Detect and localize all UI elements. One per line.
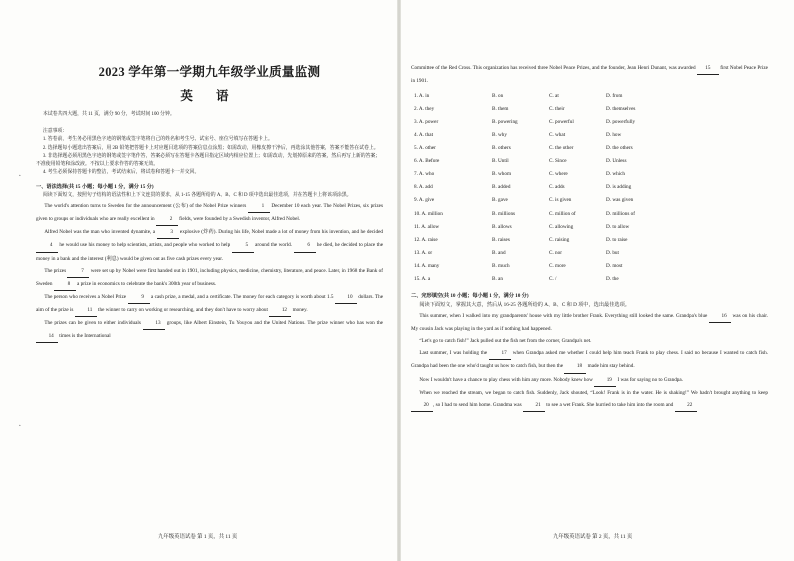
option-choice: C. Since	[549, 158, 567, 165]
option-choice: B. and	[492, 249, 506, 256]
option-choice: C. raising	[549, 236, 570, 243]
passage-paragraph: This summer, when I walked into my grandparents' house with my little brother Frank. Everything still looked the same. Grandpa's blue 16 was on his chair. My cousin Jack was playing in the yard as if nothing had happened.	[411, 310, 768, 335]
answer-blank: 11	[75, 304, 97, 317]
answer-blank: 13	[143, 317, 165, 330]
exam-intro: 本试卷共四大题，共 11 页，满分 90 分，考试时间 100 分钟。	[42, 112, 175, 117]
answer-blank: 2	[156, 213, 178, 226]
option-choice: D. was given	[606, 197, 634, 204]
option-choice: D. which	[606, 171, 626, 178]
option-choice: C. /	[549, 276, 557, 283]
option-row	[414, 181, 686, 194]
passage-paragraph: “Let's go to catch fish!” Jack pulled out the fish net from the corner, Grandpa's net.	[419, 338, 592, 345]
question-option-a: 7. A. who	[414, 171, 435, 178]
answer-blank: 12	[269, 304, 291, 317]
option-choice: C. powerful	[549, 118, 574, 125]
option-choice: B. why	[492, 132, 507, 139]
option-choice: C. at	[549, 92, 559, 99]
option-choice: D. is adding	[606, 184, 632, 191]
option-choice: B. millions	[492, 210, 516, 217]
answer-blank: 8	[54, 278, 76, 291]
question-option-a: 11. A. allow	[414, 223, 440, 230]
option-choice: C. what	[549, 132, 566, 139]
option-row	[414, 246, 686, 259]
question-option-a: 9. A. give	[414, 197, 435, 204]
answer-blank: 19	[594, 374, 616, 387]
option-choice: C. million of	[549, 210, 576, 217]
question-option-a: 14. A. many	[414, 262, 440, 269]
subject-title: 英 语	[180, 89, 239, 103]
option-choice: D. but	[606, 249, 619, 256]
option-choice: B. added	[492, 184, 511, 191]
question-option-a: 2. A. they	[414, 105, 435, 112]
option-choice: B. much	[492, 262, 510, 269]
page-footer: 九年级英语试卷 第 2 页，共 11 页	[553, 534, 633, 540]
option-choice: B. on	[492, 92, 504, 99]
question-option-a: 6. A. Before	[414, 158, 440, 165]
question-option-a: 15. A. a	[414, 276, 431, 283]
section-1-instructions: 阅读下面短文，按照句子结构的语法性和上下文连贯的要求，从 1-15 各题所给的 A、B、C 和 D 项中选出最佳选项，并在答题卡上将该项涂黑。	[42, 192, 352, 198]
option-row	[414, 259, 686, 272]
answer-blank: 16	[709, 310, 731, 323]
answer-blank: 3	[157, 226, 179, 239]
answer-blank: 5	[232, 239, 254, 252]
passage-paragraph: The prizes can be given to either individuals 13 groups, like Albert Einstein, Tu Youyou and the United Nations. The prize winner who has won the 14 times is the International	[36, 317, 383, 343]
passage-paragraph: When we reached the stream, we began to catch fish. Suddenly, Jack shouted, “Look! Frank is in the water. He is shaking!” We hadn't brought anything to keep 20 , so I had to send him home. Grandma was 21 to see a wet Frank. She hurried to take him into the room and 22	[411, 387, 768, 412]
option-row	[414, 128, 686, 141]
exam-title: 2023 学年第一学期九年级学业质量监测	[98, 65, 321, 79]
answer-blank: 14	[36, 330, 58, 343]
option-choice: C. where	[549, 171, 568, 178]
question-option-a: 1. A. in	[414, 92, 430, 99]
note-item: 3. 非选择题必须用黑色字迹的钢笔或签字笔作答，答案必须写在答题卡各题目指定区域内相应位置上；如需改动，先划掉原来的答案，然后再写上新的答案；不准使用铅笔和涂改液。不按以上要求作答的答案无效。	[36, 153, 381, 168]
answer-blank: 20	[411, 399, 433, 412]
answer-blank: 15	[697, 62, 719, 75]
passage-paragraph: The world's attention turns to Sweden for the announcement (公布) of the Nobel Prize winners 1 December 10 each year. The Nobel Prizes, six prizes given to groups or individuals who are really excellent in 2 fields, were founded by a Swedish inventor, Alfred Nobel.	[36, 200, 383, 226]
note-item: 4. 考生必须保持答题卡的整洁，考试结束后，将试卷和答题卡一并交回。	[42, 170, 200, 176]
answer-blank: 6	[294, 239, 316, 252]
option-row	[414, 89, 686, 102]
option-choice: D. the others	[606, 145, 633, 152]
option-choice: D. from	[606, 92, 623, 99]
option-choice: C. the other	[549, 145, 574, 152]
option-choice: D. how	[606, 132, 622, 139]
answer-blank: 22	[675, 399, 697, 412]
answer-blank: 9	[128, 291, 150, 304]
option-choice: C. is given	[549, 197, 572, 204]
answer-blank: 7	[67, 265, 89, 278]
option-row	[414, 155, 686, 168]
option-choice: B. an	[492, 276, 503, 283]
option-choice: D. millions of	[606, 210, 635, 217]
page-2	[401, 0, 794, 561]
passage-paragraph: Committee of the Red Cross. This organization has received three Nobel Peace Prizes, and the founder, Jean Henri Dunant, was awarded 15 first Nobel Peace Prize in 1901.	[411, 62, 768, 87]
option-row	[414, 273, 686, 286]
option-row	[414, 102, 686, 115]
option-choice: B. gave	[492, 197, 508, 204]
page-footer: 九年级英语试卷 第 1 页，共 11 页	[158, 534, 238, 540]
option-choice: C. adds	[549, 184, 565, 191]
question-option-a: 10. A. million	[414, 210, 443, 217]
answer-blank: 1	[248, 200, 270, 213]
section-2-instructions: 阅读下面短文，掌握其大意，然后从 16-25 各题所给的 A、B、C 和 D 项中，选出最佳选项。	[419, 302, 630, 309]
option-choice: D. Unless	[606, 158, 627, 165]
answer-blank: 4	[36, 239, 58, 252]
option-choice: B. allows	[492, 223, 512, 230]
option-choice: B. powering	[492, 118, 518, 125]
passage-paragraph: Alfred Nobel was the man who invented dynamite, a 3 explosive (炸药). During his life, Nobel made a lot of money from his invention, and he decided 4 he would use his money to help scientists, artists, and people who worked to help 5 around the world. 6 he died, he decided to place the money in a bank and the interest (利息) would be given out as five cash prizes every year.	[36, 226, 383, 264]
notes-title: 注意事项：	[42, 129, 68, 135]
option-choice: B. Until	[492, 158, 509, 165]
question-option-a: 3. A. power	[414, 118, 439, 125]
option-choice: D. the	[606, 276, 619, 283]
option-choice: B. them	[492, 105, 509, 112]
question-option-a: 5. A. other	[414, 145, 436, 152]
option-row	[414, 142, 686, 155]
note-item: 1. 答卷前，考生务必用黑色字迹的钢笔或签字笔将自己的姓名和考生号、试室号、座位号填写在答题卡上。	[42, 137, 273, 143]
answer-blank: 18	[564, 360, 586, 373]
option-choice: D. to raise	[606, 236, 628, 243]
question-option-a: 13. A. or	[414, 249, 433, 256]
passage-paragraph: Last summer, I was holding the 17 when Grandpa asked me whether I could help him teach Frank to play chess. I said no because I wanted to catch fish. Grandpa had been the one who'd taught us how to catch fish, but then the 18 made him stay behind.	[411, 347, 768, 373]
option-choice: D. to allow	[606, 223, 630, 230]
option-choice: C. allowing	[549, 223, 574, 230]
option-row	[414, 168, 686, 181]
option-row	[414, 115, 686, 128]
option-choice: D. most	[606, 262, 623, 269]
option-choice: D. themselves	[606, 105, 636, 112]
option-choice: B. raises	[492, 236, 510, 243]
passage-paragraph: Now I wouldn't have a chance to play chess with him any more. Nobody knew how 19 I was for saying no to Grandpa.	[411, 374, 768, 387]
section-2-title: 二、完形填空(共 10 小题；每小题 1 分，满分 10 分)	[411, 292, 529, 299]
option-row	[414, 207, 686, 220]
option-choice: B. others	[492, 145, 511, 152]
option-choice: D. powerfully	[606, 118, 636, 125]
option-choice: C. more	[549, 262, 566, 269]
option-choice: B. whom	[492, 171, 512, 178]
question-option-a: 8. A. add	[414, 184, 433, 191]
question-option-a: 4. A. that	[414, 132, 434, 139]
passage-paragraph: The prizes 7 were set up by Nobel were first handed out in 1901, including physics, medicine, chemistry, literature, and peace. Later, in 1968 the Bank of Sweden 8 a prize in economics to celebrate the bank's 300th year of business.	[36, 265, 383, 291]
note-item: 2. 选择题每小题选出答案后，用 2B 铅笔把答题卡上对应题目选项的答案信息点涂黑；如需改动，用橡皮擦干净后，再选涂其他答案，答案不能答在试卷上。	[42, 145, 379, 151]
punch-hole-mark: ·	[18, 420, 22, 432]
section-1-title: 一、语法选择(共 15 小题；每小题 1 分，满分 15 分)	[36, 184, 154, 191]
options-table	[414, 89, 686, 285]
option-row	[414, 194, 686, 207]
answer-blank: 21	[523, 399, 545, 412]
answer-blank: 10	[335, 291, 357, 304]
answer-blank: 17	[489, 347, 511, 360]
question-option-a: 12. A. raise	[414, 236, 438, 243]
option-row	[414, 220, 686, 233]
passage-paragraph: The person who receives a Nobel Prize 9 a cash prize, a medal, and a certificate. The money for each category is worth about 1.5 10 dollars. The aim of the prize is 11 the winner to carry on working or researching, and they don't have to worry about 12 money.	[36, 291, 383, 317]
option-choice: C. their	[549, 105, 565, 112]
option-row	[414, 233, 686, 246]
punch-hole-mark: ·	[18, 170, 22, 182]
option-choice: C. nor	[549, 249, 562, 256]
